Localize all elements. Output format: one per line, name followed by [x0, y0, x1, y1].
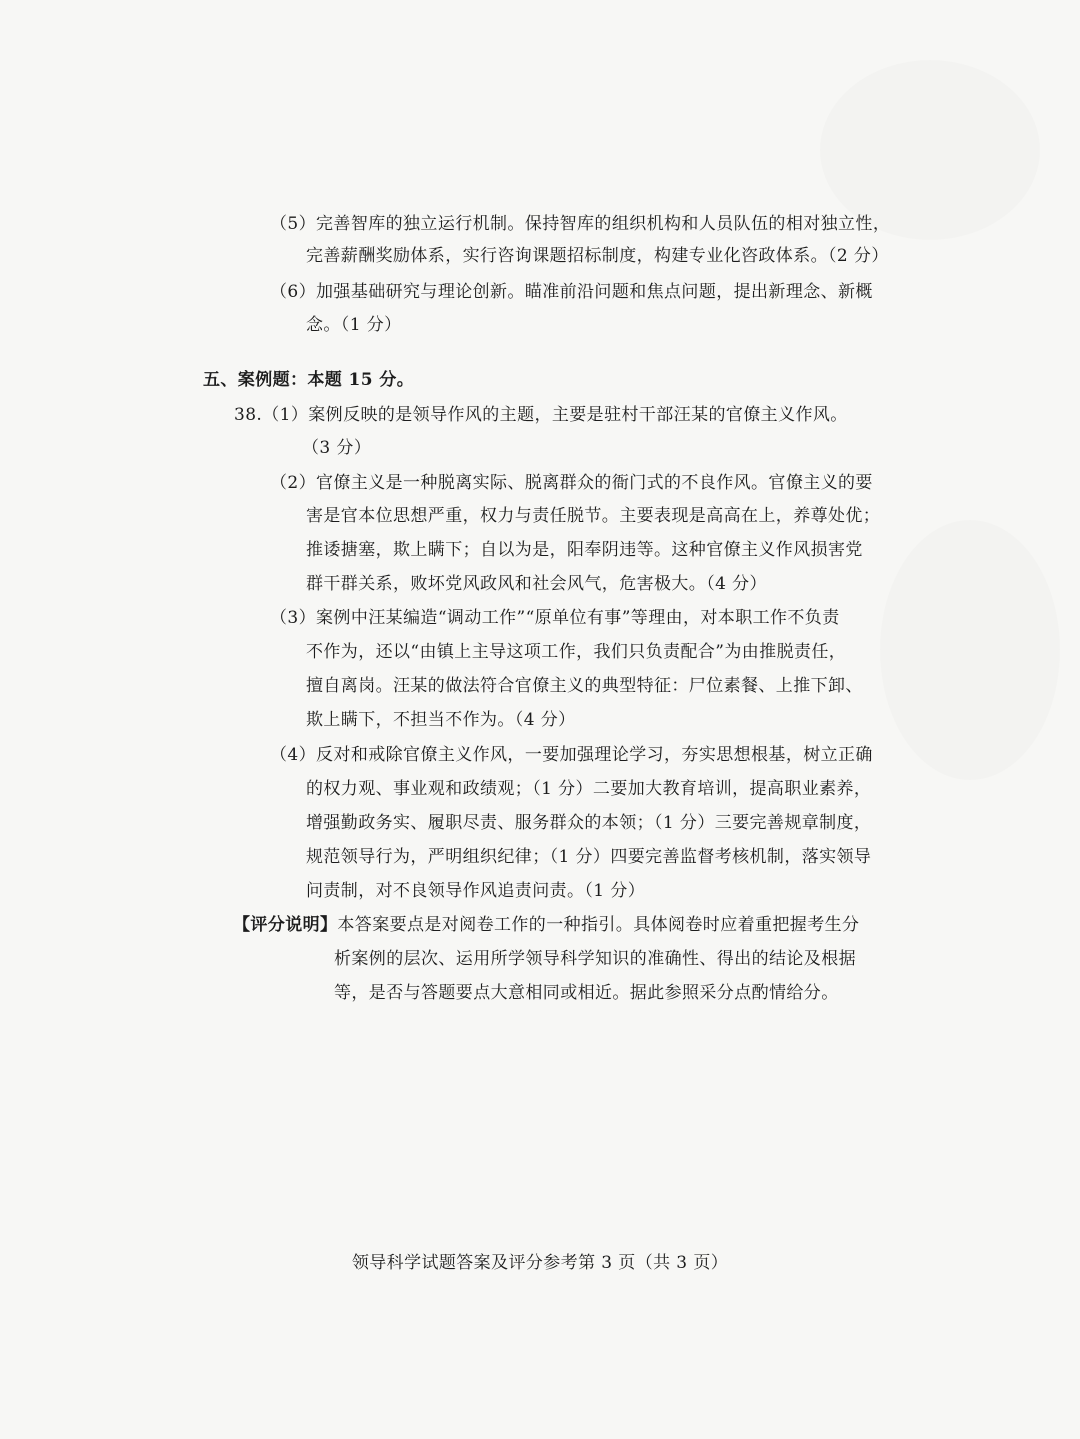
item-6-label: （6）: [270, 282, 317, 302]
scoring-note-line-1: [233, 913, 859, 937]
item-5-line-2: 完善薪酬奖励体系，实行咨询课题招标制度，构建专业化咨政体系。（2 分）: [306, 246, 889, 266]
q38-item-2-line-3: 推诿搪塞，欺上瞒下；自以为是，阳奉阴违等。这种官僚主义作风损害党: [306, 540, 863, 560]
q38-item-4-line-1: [270, 743, 873, 767]
q38-item-4-line-3: 增强勤政务实、履职尽责、服务群众的本领；（1 分）三要完善规章制度，: [306, 813, 872, 833]
q38-item-2-text-1: 官僚主义是一种脱离实际、脱离群众的衙门式的不良作风。官僚主义的要: [316, 473, 873, 493]
q38-item-1-line-2: （3 分）: [302, 438, 372, 458]
q38-item-4-label: （4）: [270, 745, 317, 765]
scoring-note-text-1: 本答案要点是对阅卷工作的一种指引。具体阅卷时应着重把握考生分: [337, 915, 860, 935]
q38-item-3-text-1: 案例中汪某编造“调动工作”“原单位有事”等理由，对本职工作不负责: [316, 608, 840, 628]
q38-item-2-label: （2）: [270, 473, 317, 493]
item-5-text-1: 完善智库的独立运行机制。保持智库的组织机构和人员队伍的相对独立性，: [316, 214, 891, 234]
q38-item-1-text-1: 案例反映的是领导作风的主题，主要是驻村干部汪某的官僚主义作风。: [308, 405, 848, 425]
q38-item-3-line-2: 不作为，还以“由镇上主导这项工作，我们只负责配合”为由推脱责任，: [306, 642, 847, 662]
q38-item-3-label: （3）: [270, 608, 317, 628]
scoring-note-line-3: 等，是否与答题要点大意相同或相近。据此参照采分点酌情给分。: [334, 983, 839, 1003]
item-5-label: （5）: [270, 214, 317, 234]
section-5-title: 五、案例题：本题 15 分。: [203, 370, 415, 390]
scoring-note-line-2: 析案例的层次、运用所学领导科学知识的准确性、得出的结论及根据: [334, 949, 856, 969]
item-6-text-1: 加强基础研究与理论创新。瞄准前沿问题和焦点问题，提出新理念、新概: [316, 282, 873, 302]
q38-item-3-line-4: 欺上瞒下，不担当不作为。（4 分）: [306, 710, 576, 730]
q38-item-1-label: （1）: [262, 405, 309, 425]
q38-item-3-line-1: [270, 606, 840, 630]
paper-smudge: [880, 520, 1060, 780]
item-5-line-1: [270, 212, 890, 236]
item-6-line-2: 念。（1 分）: [306, 315, 402, 335]
q38-item-1-line-1: [234, 403, 848, 427]
q38-item-2-line-4: 群干群关系，败坏党风政风和社会风气，危害极大。（4 分）: [306, 574, 767, 594]
q38-item-3-line-3: 擅自离岗。汪某的做法符合官僚主义的典型特征：尸位素餐、上推下卸、: [306, 676, 863, 696]
q38-item-4-line-2: 的权力观、事业观和政绩观；（1 分）二要加大教育培训，提高职业素养，: [306, 779, 872, 799]
q38-item-4-line-4: 规范领导行为，严明组织纪律；（1 分）四要完善监督考核机制，落实领导: [306, 847, 872, 867]
q38-item-4-text-1: 反对和戒除官僚主义作风，一要加强理论学习，夯实思想根基，树立正确: [316, 745, 873, 765]
scoring-note-label: 【评分说明】: [233, 915, 338, 935]
q38-item-2-line-1: [270, 471, 873, 495]
item-6-line-1: [270, 280, 873, 304]
q38-item-2-line-2: 害是官本位思想严重，权力与责任脱节。主要表现是高高在上，养尊处优；: [306, 506, 881, 526]
q38-item-4-line-5: 问责制，对不良领导作风追责问责。（1 分）: [306, 881, 646, 901]
page-footer: 领导科学试题答案及评分参考第 3 页（共 3 页）: [351, 1253, 729, 1273]
q38-number: 38.: [234, 405, 263, 425]
